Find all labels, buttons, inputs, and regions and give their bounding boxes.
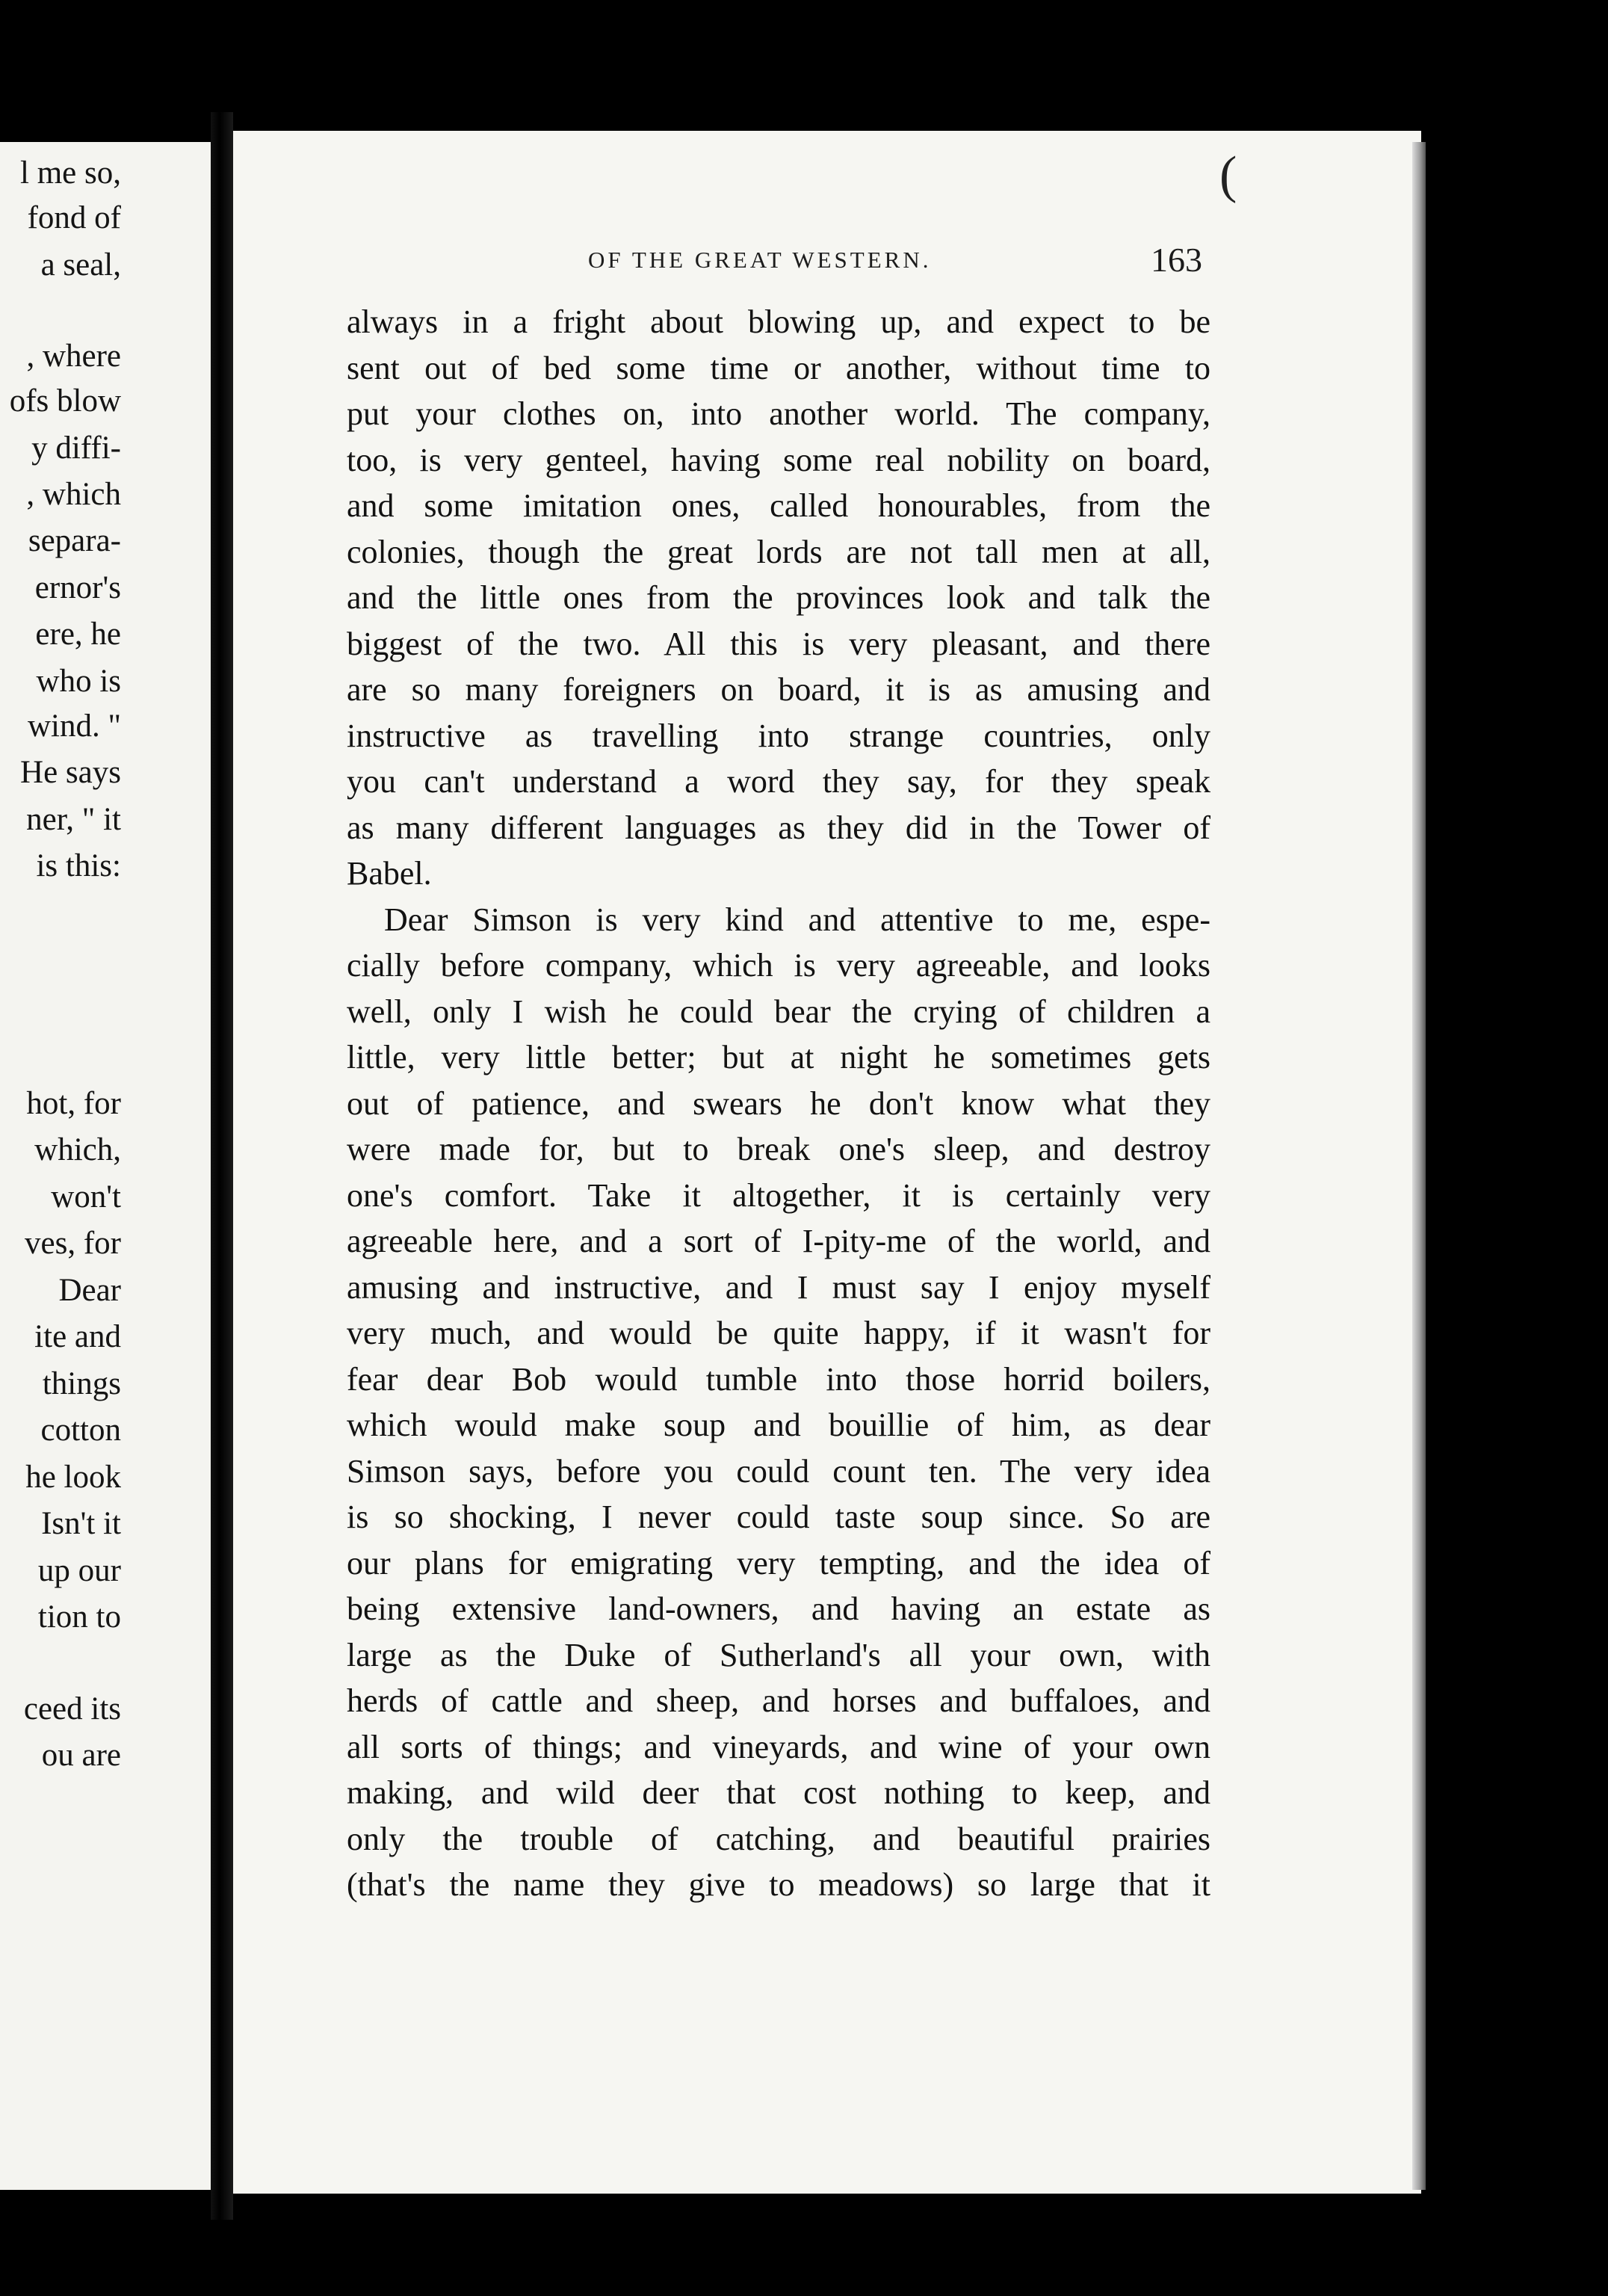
- text-line: only the trouble of catching, and beautiful prairies: [347, 1820, 1210, 1857]
- text-line: one's comfort. Take it altogether, it is certainly very: [347, 1176, 1210, 1214]
- left-page-fragment: won't: [51, 1179, 121, 1215]
- left-page-fragment: Dear: [58, 1273, 121, 1308]
- text-line: Simson says, before you could count ten. The very idea: [347, 1452, 1210, 1490]
- page-number: 163: [1151, 241, 1202, 279]
- left-page-fragment: ofs blow: [9, 383, 121, 419]
- text-line: herds of cattle and sheep, and horses and buffaloes, and: [347, 1682, 1210, 1719]
- text-line: very much, and would be quite happy, if it wasn't for: [347, 1315, 1210, 1351]
- text-line: sent out of bed some time or another, without time to: [347, 349, 1210, 386]
- text-line: is so shocking, I never could taste soup since. So are: [347, 1499, 1210, 1535]
- ink-mark: (: [1219, 146, 1237, 204]
- text-line: too, is very genteel, having some real nobility on board,: [347, 441, 1210, 478]
- text-line: amusing and instructive, and I must say I enjoy myself: [347, 1268, 1210, 1306]
- left-page-fragment: y diffi-: [31, 430, 121, 466]
- left-page-fragment: things: [42, 1366, 121, 1401]
- text-line: biggest of the two. All this is very pleasant, and there: [347, 625, 1210, 662]
- text-line: colonies, though the great lords are not tall men at all,: [347, 533, 1210, 570]
- text-line: instructive as travelling into strange countries, only: [347, 717, 1210, 754]
- left-facing-page: [0, 142, 211, 2190]
- text-line: were made for, but to break one's sleep, and destroy: [347, 1131, 1210, 1167]
- text-line: always in a fright about blowing up, and expect to be: [347, 303, 1210, 340]
- text-line: Babel.: [347, 855, 432, 892]
- left-page-fragment: ite and: [34, 1319, 121, 1354]
- text-line: and some imitation ones, called honourables, from the: [347, 487, 1210, 524]
- left-page-fragment: which,: [34, 1132, 121, 1167]
- text-line: all sorts of things; and vineyards, and wine of your own: [347, 1728, 1210, 1765]
- left-page-fragment: separa-: [28, 523, 121, 558]
- left-page-fragment: up our: [37, 1553, 121, 1588]
- running-head: OF THE GREAT WESTERN.: [588, 247, 932, 273]
- text-line: well, only I wish he could bear the crying of children a: [347, 993, 1210, 1030]
- left-page-fragment: tion to: [37, 1599, 121, 1635]
- text-line: being extensive land-owners, and having an estate as: [347, 1590, 1210, 1627]
- book-gutter: [211, 112, 233, 2220]
- text-line: you can't understand a word they say, for they speak: [347, 763, 1210, 800]
- left-page-fragment: , which: [26, 477, 121, 512]
- left-page-fragment: he look: [25, 1460, 121, 1495]
- left-page-fragment: , where: [26, 339, 121, 374]
- text-line: our plans for emigrating very tempting, and the idea of: [347, 1544, 1210, 1581]
- text-line: (that's the name they give to meadows) so large that it: [347, 1866, 1210, 1903]
- left-page-fragment: l me so,: [20, 155, 121, 191]
- text-line: are so many foreigners on board, it is as amusing and: [347, 671, 1210, 708]
- text-line: making, and wild deer that cost nothing to keep, and: [347, 1774, 1210, 1811]
- page-edge: [1412, 142, 1426, 2190]
- left-page-fragment: fond of: [27, 200, 121, 235]
- right-page: [233, 131, 1421, 2194]
- text-line: cially before company, which is very agreeable, and looks: [347, 947, 1210, 984]
- text-line: and the little ones from the provinces look and talk the: [347, 579, 1210, 616]
- text-line: put your clothes on, into another world. The company,: [347, 395, 1210, 432]
- left-page-fragment: hot, for: [26, 1086, 121, 1121]
- left-page-fragment: ves, for: [25, 1226, 121, 1261]
- left-page-fragment: who is: [36, 664, 121, 699]
- text-line: large as the Duke of Sutherland's all your own, with: [347, 1636, 1210, 1673]
- left-page-fragment: wind. ": [27, 709, 121, 744]
- left-page-fragment: ner, " it: [26, 802, 121, 837]
- left-page-fragment: is this:: [36, 848, 121, 883]
- left-page-fragment: Isn't it: [41, 1506, 121, 1541]
- text-line: little, very little better; but at night he sometimes gets: [347, 1039, 1210, 1076]
- text-line: out of patience, and swears he don't know what they: [347, 1084, 1210, 1122]
- left-page-fragment: ou are: [41, 1738, 121, 1773]
- left-page-fragment: a seal,: [40, 247, 121, 283]
- text-line: which would make soup and bouillie of him, as dear: [347, 1407, 1210, 1443]
- left-page-fragment: cotton: [40, 1413, 121, 1448]
- left-page-fragment: He says: [20, 755, 121, 790]
- text-line: Dear Simson is very kind and attentive to me, espe-: [384, 901, 1210, 938]
- body-text: [347, 299, 1210, 1908]
- left-page-fragment: ernor's: [34, 570, 121, 605]
- left-page-fragment: ere, he: [35, 617, 121, 652]
- text-line: as many different languages as they did in the Tower of: [347, 809, 1210, 846]
- text-line: fear dear Bob would tumble into those horrid boilers,: [347, 1360, 1210, 1398]
- left-page-fragment: ceed its: [23, 1691, 121, 1726]
- text-line: agreeable here, and a sort of I-pity-me of the world, and: [347, 1223, 1210, 1259]
